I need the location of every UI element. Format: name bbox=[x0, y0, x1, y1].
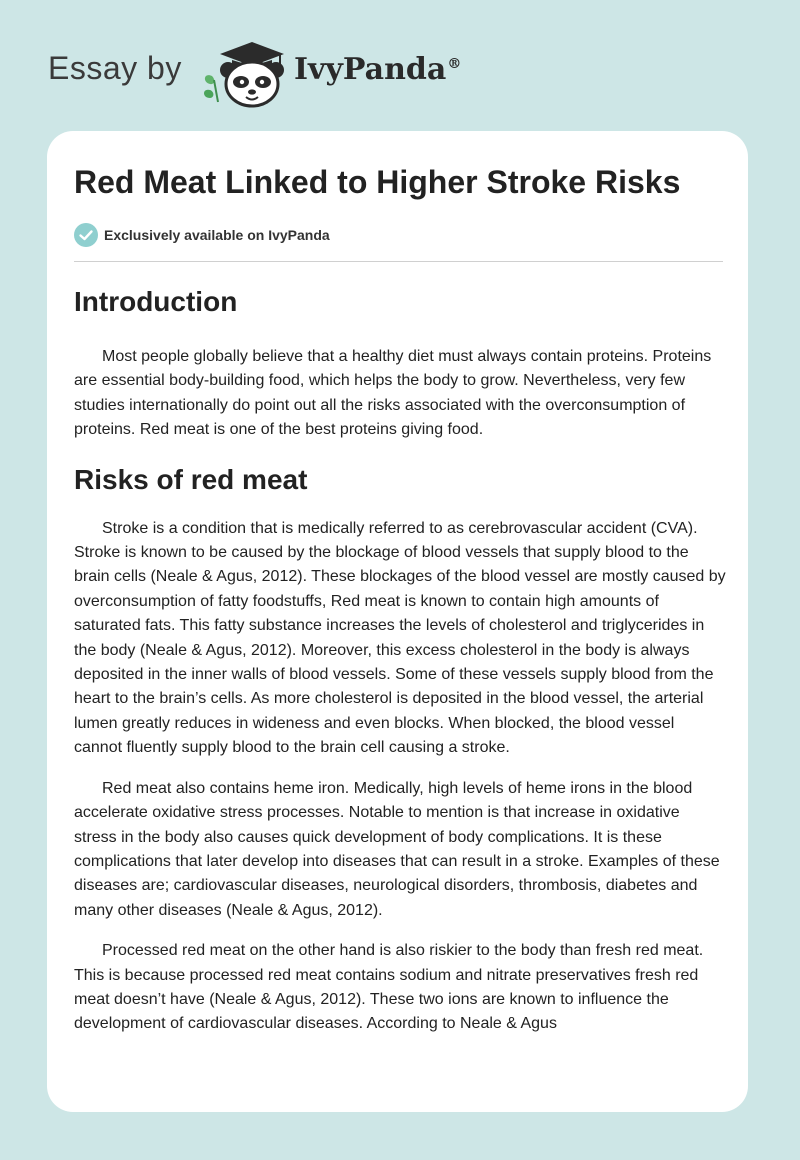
divider bbox=[74, 261, 723, 262]
page-title: Red Meat Linked to Higher Stroke Risks bbox=[74, 164, 681, 200]
section-risks-of-red-meat bbox=[74, 459, 726, 1037]
paragraph: Most people globally believe that a healthy diet must always contain proteins. Proteins are essential body-building food, which helps the body to grow. Nevertheless, very few studies internationally do point out all the risks associated with the overconsumption of proteins. Red meat is one of the best proteins giving food. bbox=[74, 348, 712, 439]
section-heading: Risks of red meat bbox=[74, 463, 308, 495]
paragraph: Red meat also contains heme iron. Medically, high levels of heme irons in the blood accelerate oxidative stress processes. Notable to mention is that increase in oxidative stress in the body also causes quick development of body complications. It is these complications that later develop into diseases that can result in a stroke. Examples of these diseases are; cardiovascular diseases, neurological disorders, thrombosis, diabetes and many other diseases (Neale & Agus, 2012). bbox=[74, 779, 720, 919]
exclusive-badge bbox=[74, 223, 330, 247]
section-heading: Introduction bbox=[74, 286, 238, 317]
essay-card bbox=[47, 131, 748, 1112]
section-introduction bbox=[74, 281, 726, 443]
panda-graduate-logo bbox=[198, 36, 288, 108]
paragraph: Processed red meat on the other hand is also riskier to the body than fresh red meat. This is because processed red meat contains sodium and nitrate preservatives fresh red meat doesn’t have (Neale & Agus, 2012). These two ions are known to influence the development of cardiovascular diseases. According to Neale & Agus bbox=[74, 942, 704, 1033]
check-circle-icon bbox=[74, 223, 98, 247]
brand-header[interactable] bbox=[48, 36, 508, 108]
brand-prefix: Essay by bbox=[48, 50, 182, 86]
article-body bbox=[74, 281, 726, 1053]
badge-text: Exclusively available on IvyPanda bbox=[104, 227, 330, 243]
brand-name: IvyPanda® bbox=[294, 52, 462, 87]
paragraph: Stroke is a condition that is medically referred to as cerebrovascular accident (CVA). Stroke is known to be caused by the blockage of blood vessels that supply blood to the brain cells (Neale & Agus, 2012). These blockages of the blood vessel are mostly caused by overconsumption of fatty foodstuffs, Red meat is known to contain high amounts of saturated fats. This fatty substance increases the levels of cholesterol and triglycerides in the body (Neale & Agus, 2012). Moreover, this excess cholesterol in the body is always deposited in the inner walls of blood vessels. Some of these vessels supply blood from the heart to the brain’s cells. As more cholesterol is deposited in the blood vessel, the arterial lumen greatly reduces in wideness and even blocks. When blocked, the blood vessel cannot fluently supply blood to the brain cell causing a stroke. bbox=[74, 519, 726, 757]
